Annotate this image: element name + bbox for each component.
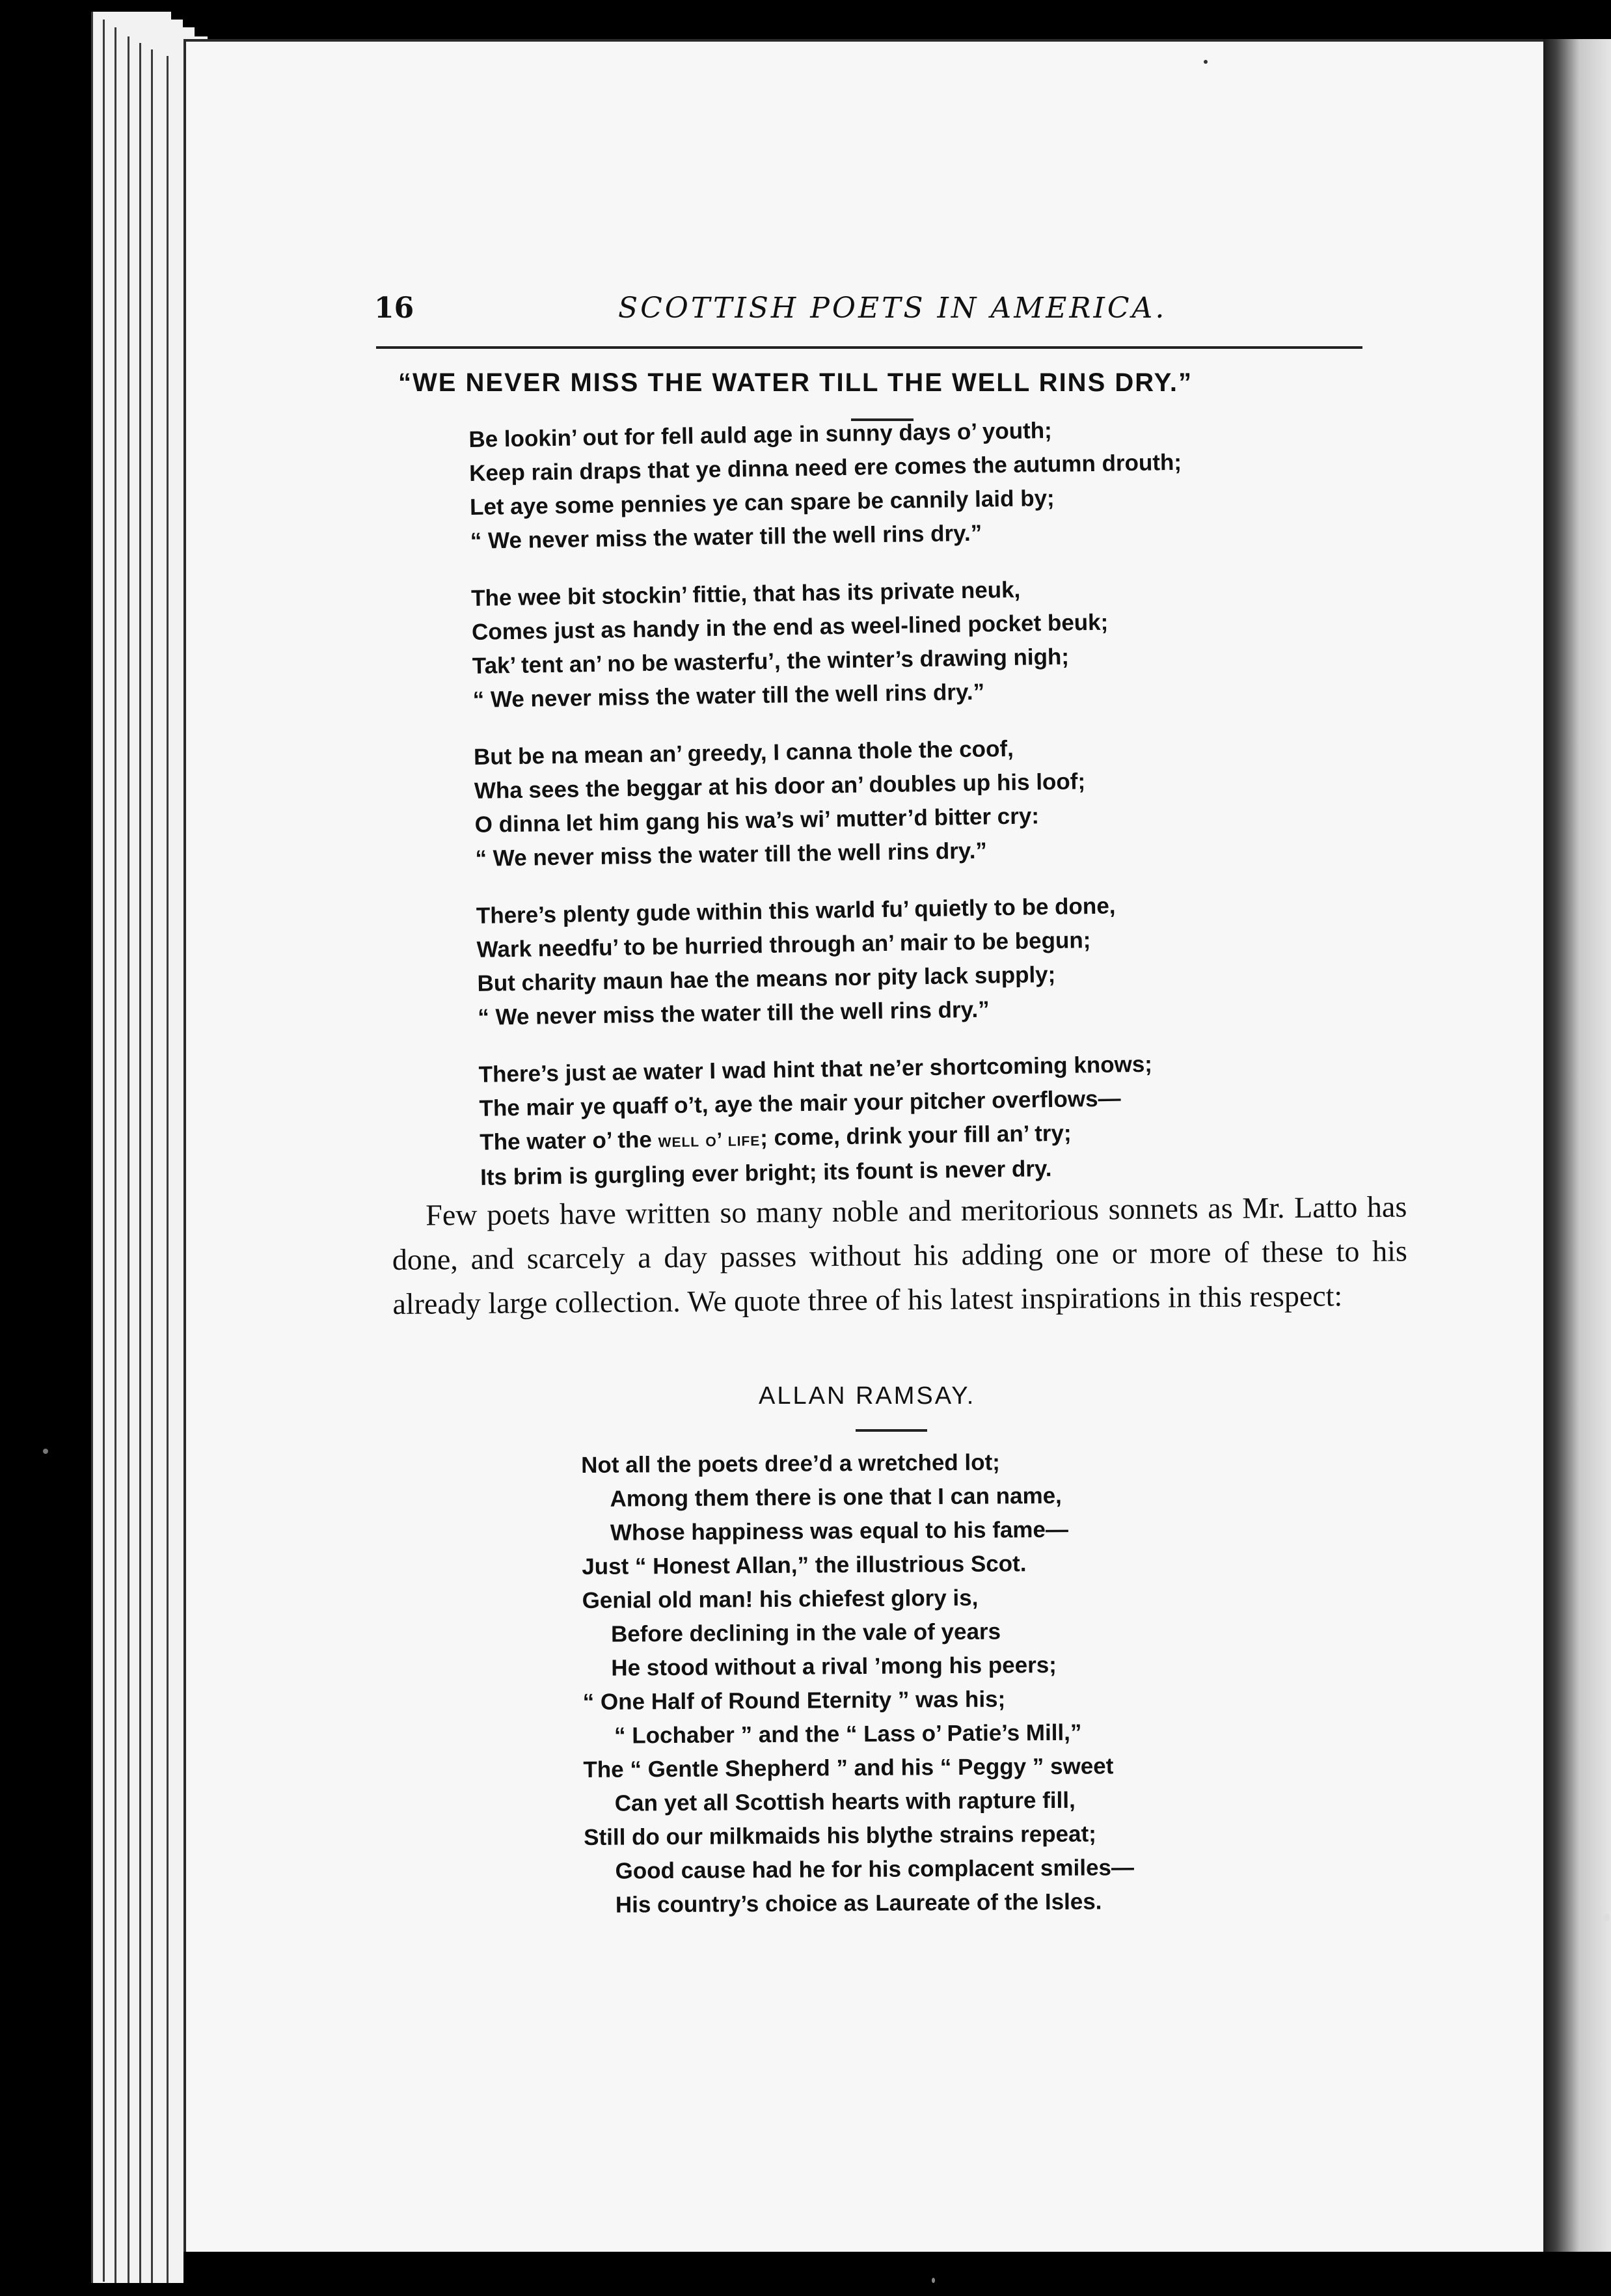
book-gutter (1543, 39, 1611, 2252)
sonnet-line: Still do our milkmaids his blythe strains repeat; (584, 1821, 1096, 1850)
scan-speck (1603, 1913, 1610, 1921)
stanza (471, 571, 1185, 717)
header-rule (376, 346, 1362, 349)
sonnet-line: The “ Gentle Shepherd ” and his “ Peggy ” sweet (583, 1753, 1114, 1783)
stanza (478, 1047, 1193, 1195)
sonnet-line: Genial old man! his chiefest glory is, (582, 1585, 979, 1613)
page-number: 16 (374, 292, 414, 325)
poem-line: Wark needfu’ to be hurried through an’ mair to be begun; (476, 927, 1091, 963)
poem-body (468, 412, 1193, 1218)
poem-line: But be na mean an’ greedy, I canna thole the coof, (473, 735, 1014, 770)
small-caps-phrase: well o’ life (658, 1128, 761, 1152)
sonnet-line: “ Lochaber ” and the “ Lass o’ Patie’s Mill,” (614, 1719, 1082, 1749)
poem-line: O dinna let him gang his wa’s wi’ mutter’d bitter cry: (474, 803, 1040, 838)
poem-line: Be lookin’ out for fell auld age in sunny days o’ youth; (468, 417, 1053, 452)
poem-line: But charity maun hae the means nor pity lack supply; (477, 961, 1056, 996)
sonnet-line: Before declining in the vale of years (610, 1619, 1001, 1647)
sonnet-line: Good cause had he for his complacent smiles— (615, 1855, 1135, 1884)
poem-line: “ We never miss the water till the well rins dry.” (475, 838, 988, 871)
poem-line: “ We never miss the water till the well rins dry.” (470, 520, 982, 554)
poem-line: Let aye some pennies ye can spare be cannily laid by; (469, 485, 1055, 520)
scan-speck (43, 1449, 48, 1454)
poem-line: Keep rain draps that ye dinna need ere comes the autumn drouth; (468, 449, 1182, 486)
sonnet-line: He stood without a rival ’mong his peers; (611, 1652, 1057, 1681)
poem-line: “ We never miss the water till the well rins dry.” (472, 679, 985, 713)
poem-line: Tak’ tent an’ no be wasterfu’, the winter’s drawing nigh; (472, 644, 1070, 679)
sonnet-title: ALLAN RAMSAY. (759, 1382, 976, 1410)
poem-line: The mair ye quaff o’t, aye the mair your pitcher overflows— (479, 1086, 1121, 1121)
scan-border (183, 2252, 1611, 2296)
poem-line: There’s plenty gude within this warld fu’ quietly to be done, (476, 893, 1116, 929)
poem-line-part: The water o’ the (480, 1127, 658, 1155)
sonnet-line: Can yet all Scottish hearts with rapture fill, (614, 1787, 1076, 1816)
sonnet-line: “ One Half of Round Eternity ” was his; (582, 1686, 1006, 1715)
scan-speck (932, 2278, 935, 2283)
poem-line: Comes just as handy in the end as weel-lined pocket beuk; (471, 609, 1109, 645)
sonnet-line: His country’s choice as Laureate of the Isles. (615, 1889, 1102, 1918)
prose-paragraph: Few poets have written so many noble and meritorious sonnets as Mr. Latto has done, and scarcely a day passes without his adding one or more of these to his already large collection. We quote three of his latest inspirations in this respect: (392, 1190, 1408, 1320)
stanza (476, 888, 1190, 1035)
sonnet-body (581, 1445, 1134, 1922)
title-rule (856, 1429, 927, 1432)
scan-speck (1204, 60, 1208, 64)
poem-line: Wha sees the beggar at his door an’ doubles up his loof; (474, 769, 1086, 804)
running-head: SCOTTISH POETS IN AMERICA. (618, 292, 1167, 325)
stanza (474, 730, 1188, 876)
sonnet-line: Not all the poets dree’d a wretched lot; (581, 1449, 1001, 1478)
sonnet-line: Among them there is one that I can name, (610, 1483, 1062, 1512)
poem-line: Its brim is gurgling ever bright; its fount is never dry. (480, 1156, 1052, 1190)
poem-title: “WE NEVER MISS THE WATER TILL THE WELL RINS DRY.” (398, 368, 1193, 397)
poem-line: The wee bit stockin’ fittie, that has its private neuk, (470, 577, 1021, 611)
poem-line-part: ; come, drink your fill an’ try; (759, 1120, 1072, 1151)
poem-line: “ We never miss the water till the well rins dry.” (478, 996, 990, 1030)
sonnet-line: Whose happiness was equal to his fame— (610, 1516, 1069, 1546)
poem-line: There’s just ae water I wad hint that ne’er shortcoming knows; (478, 1051, 1153, 1087)
sonnet-line: Just “ Honest Allan,” the illustrious Scot. (582, 1551, 1027, 1579)
stanza (468, 412, 1183, 558)
